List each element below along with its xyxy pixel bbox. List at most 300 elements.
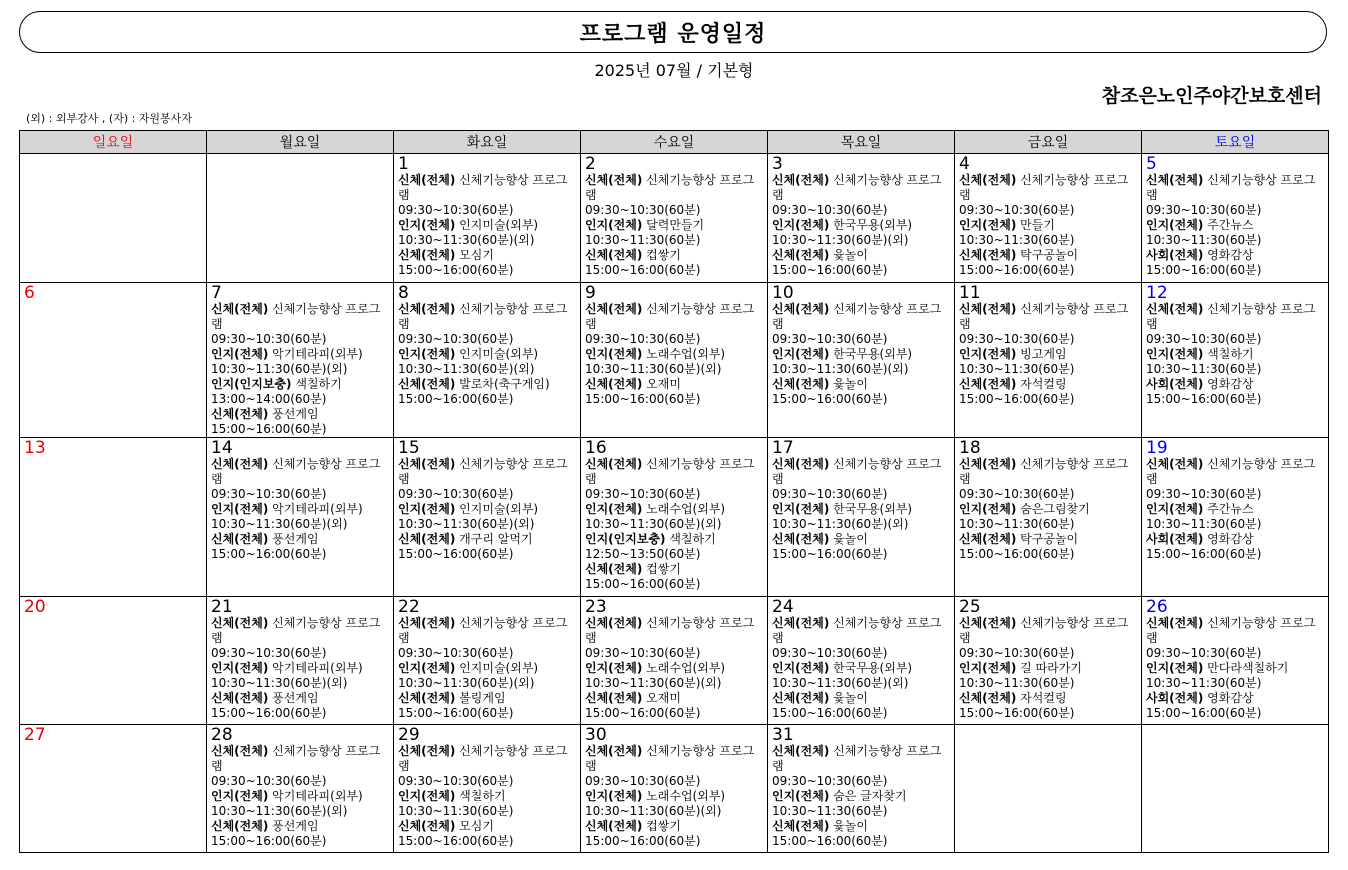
calendar-week-row — [20, 725, 1329, 853]
activity-category: 인지(전체) — [772, 502, 830, 516]
activity-category: 인지(전체) — [585, 502, 643, 516]
activity-name: 신체기능향상 프로그램 — [1146, 173, 1316, 202]
day-number: 20 — [24, 597, 46, 617]
activity-entry — [585, 173, 764, 203]
activity-time: 15:00~16:00(60분) — [1146, 706, 1262, 720]
activity-category: 신체(전체) — [772, 819, 830, 833]
day-number: 14 — [211, 438, 233, 458]
activity-entry — [772, 248, 951, 263]
activity-category: 인지(전체) — [772, 347, 830, 361]
activity-name: 영화감상 — [1207, 248, 1254, 262]
calendar-week-row — [20, 597, 1329, 725]
activity-time: 15:00~16:00(60분) — [585, 577, 701, 591]
activity-entry — [211, 661, 390, 676]
activity-name: 신체기능향상 프로그램 — [398, 744, 568, 773]
activity-category: 인지(전체) — [398, 347, 456, 361]
activity-name: 노래수업(외부) — [646, 661, 726, 675]
activity-time: 15:00~16:00(60분) — [1146, 392, 1262, 406]
activity-category: 신체(전체) — [211, 457, 269, 471]
activity-category: 신체(전체) — [959, 248, 1017, 262]
day-number: 22 — [398, 597, 420, 617]
activity-category: 인지(전체) — [398, 789, 456, 803]
weekday-header-tue: 화요일 — [394, 131, 581, 154]
activity-entry — [772, 302, 951, 332]
activity-category: 신체(전체) — [585, 248, 643, 262]
activity-time: 10:30~11:30(60분)(외) — [398, 362, 535, 376]
day-number: 23 — [585, 597, 607, 617]
day-number: 11 — [959, 283, 981, 303]
activity-entry — [211, 377, 390, 392]
activity-name: 윷놀이 — [833, 248, 868, 262]
activity-name: 개구리 알먹기 — [459, 532, 533, 546]
activity-category: 신체(전체) — [211, 744, 269, 758]
activity-name: 탁구공놀이 — [1020, 248, 1079, 262]
activity-time: 09:30~10:30(60분) — [959, 646, 1075, 660]
activity-category: 신체(전체) — [772, 691, 830, 705]
activity-entry — [398, 789, 577, 804]
activity-entry — [1146, 532, 1325, 547]
calendar-day-cell — [955, 154, 1142, 283]
activity-time: 09:30~10:30(60분) — [1146, 646, 1262, 660]
activity-category: 신체(전체) — [772, 616, 830, 630]
activity-entry — [772, 218, 951, 233]
activity-category: 신체(전체) — [1146, 457, 1204, 471]
activity-time: 15:00~16:00(60분) — [398, 706, 514, 720]
activity-time: 09:30~10:30(60분) — [585, 203, 701, 217]
day-number: 31 — [772, 725, 794, 745]
calendar-day-cell — [207, 725, 394, 853]
activity-time: 10:30~11:30(60분) — [585, 233, 701, 247]
activity-time: 15:00~16:00(60분) — [959, 263, 1075, 277]
calendar-day-cell — [394, 283, 581, 438]
activity-category: 신체(전체) — [772, 457, 830, 471]
activity-name: 발로차(축구게임) — [459, 377, 550, 391]
activity-name: 신체기능향상 프로그램 — [211, 744, 381, 773]
activity-entry — [398, 173, 577, 203]
activity-entry — [585, 562, 764, 577]
activity-category: 신체(전체) — [585, 744, 643, 758]
activity-category: 신체(전체) — [585, 616, 643, 630]
activity-category: 인지(전체) — [211, 661, 269, 675]
activity-time: 15:00~16:00(60분) — [398, 263, 514, 277]
activity-entry — [772, 347, 951, 362]
activity-name: 신체기능향상 프로그램 — [585, 744, 755, 773]
activity-name: 숨은그림찾기 — [1020, 502, 1090, 516]
activity-time: 15:00~16:00(60분) — [398, 834, 514, 848]
activity-category: 신체(전체) — [959, 173, 1017, 187]
activity-name: 한국무용(외부) — [833, 347, 913, 361]
activity-entry — [959, 532, 1138, 547]
activity-entry — [211, 744, 390, 774]
activity-entry — [398, 218, 577, 233]
activity-time: 09:30~10:30(60분) — [959, 203, 1075, 217]
activity-time: 09:30~10:30(60분) — [1146, 332, 1262, 346]
calendar-day-cell — [581, 438, 768, 597]
activity-entry — [585, 819, 764, 834]
activity-entry — [211, 457, 390, 487]
activity-entry — [959, 218, 1138, 233]
activity-name: 숨은 글자찾기 — [833, 789, 907, 803]
calendar-day-cell — [768, 154, 955, 283]
day-number: 6 — [24, 283, 35, 303]
activity-entry — [585, 457, 764, 487]
activity-entry — [585, 347, 764, 362]
activity-entry — [398, 457, 577, 487]
activity-time: 09:30~10:30(60분) — [772, 774, 888, 788]
activity-entry — [211, 347, 390, 362]
day-number: 27 — [24, 725, 46, 745]
title-frame — [19, 11, 1327, 53]
activity-category: 인지(전체) — [772, 218, 830, 232]
activity-time: 09:30~10:30(60분) — [211, 774, 327, 788]
activity-name: 인지미술(외부) — [459, 661, 539, 675]
calendar-day-cell — [207, 154, 394, 283]
calendar-day-cell — [955, 283, 1142, 438]
day-number: 1 — [398, 154, 409, 174]
activity-name: 신체기능향상 프로그램 — [398, 457, 568, 486]
activity-time: 10:30~11:30(60분) — [959, 233, 1075, 247]
activity-time: 15:00~16:00(60분) — [772, 392, 888, 406]
activity-category: 신체(전체) — [398, 302, 456, 316]
activity-time: 10:30~11:30(60분)(외) — [772, 517, 909, 531]
activity-name: 윷놀이 — [833, 691, 868, 705]
calendar-week-row — [20, 283, 1329, 438]
activity-entry — [772, 377, 951, 392]
activity-time: 10:30~11:30(60분)(외) — [211, 517, 348, 531]
activity-time: 10:30~11:30(60분) — [959, 676, 1075, 690]
activity-name: 신체기능향상 프로그램 — [211, 616, 381, 645]
activity-time: 10:30~11:30(60분)(외) — [585, 517, 722, 531]
calendar-week-row — [20, 154, 1329, 283]
activity-entry — [772, 532, 951, 547]
activity-category: 신체(전체) — [1146, 616, 1204, 630]
activity-category: 신체(전체) — [585, 173, 643, 187]
activity-time: 15:00~16:00(60분) — [398, 392, 514, 406]
activity-time: 09:30~10:30(60분) — [772, 203, 888, 217]
activity-time: 10:30~11:30(60분)(외) — [398, 233, 535, 247]
activity-entry — [959, 616, 1138, 646]
page-title: 프로그램 운영일정 — [579, 21, 767, 47]
activity-time: 09:30~10:30(60분) — [398, 203, 514, 217]
activity-name: 신체기능향상 프로그램 — [398, 302, 568, 331]
activity-name: 색칠하기 — [459, 789, 506, 803]
activity-entry — [398, 248, 577, 263]
activity-category: 인지(전체) — [398, 661, 456, 675]
activity-name: 신체기능향상 프로그램 — [398, 616, 568, 645]
activity-category: 인지(전체) — [959, 661, 1017, 675]
calendar-day-cell — [768, 597, 955, 725]
activity-time: 10:30~11:30(60분) — [772, 804, 888, 818]
day-number: 26 — [1146, 597, 1168, 617]
activity-category: 사회(전체) — [1146, 248, 1204, 262]
activity-time: 09:30~10:30(60분) — [398, 774, 514, 788]
activity-time: 09:30~10:30(60분) — [772, 646, 888, 660]
activity-time: 09:30~10:30(60분) — [585, 332, 701, 346]
activity-name: 한국무용(외부) — [833, 218, 913, 232]
activity-name: 노래수업(외부) — [646, 347, 726, 361]
activity-entry — [211, 616, 390, 646]
activity-category: 인지(전체) — [211, 789, 269, 803]
activity-entry — [585, 691, 764, 706]
activity-time: 10:30~11:30(60분)(외) — [211, 676, 348, 690]
calendar-day-cell — [20, 154, 207, 283]
activity-category: 인지(전체) — [398, 502, 456, 516]
activity-time: 10:30~11:30(60분)(외) — [772, 362, 909, 376]
activity-name: 만들기 — [1020, 218, 1055, 232]
activity-entry — [398, 502, 577, 517]
calendar-day-cell — [581, 725, 768, 853]
activity-name: 자석컬링 — [1020, 691, 1067, 705]
activity-category: 인지(전체) — [959, 502, 1017, 516]
activity-entry — [585, 377, 764, 392]
activity-time: 09:30~10:30(60분) — [398, 487, 514, 501]
activity-entry — [1146, 616, 1325, 646]
day-number: 7 — [211, 283, 222, 303]
activity-time: 15:00~16:00(60분) — [585, 706, 701, 720]
activity-name: 빙고게임 — [1020, 347, 1067, 361]
activity-category: 인지(전체) — [398, 218, 456, 232]
activity-entry — [585, 744, 764, 774]
activity-entry — [211, 789, 390, 804]
activity-entry — [772, 616, 951, 646]
activity-category: 신체(전체) — [959, 377, 1017, 391]
activity-name: 신체기능향상 프로그램 — [585, 616, 755, 645]
activity-category: 인지(전체) — [585, 661, 643, 675]
activity-category: 신체(전체) — [585, 377, 643, 391]
activity-category: 신체(전체) — [211, 819, 269, 833]
activity-category: 인지(전체) — [585, 789, 643, 803]
activity-category: 신체(전체) — [959, 532, 1017, 546]
activity-category: 인지(전체) — [959, 218, 1017, 232]
day-number: 25 — [959, 597, 981, 617]
activity-time: 10:30~11:30(60분)(외) — [211, 804, 348, 818]
activity-category: 신체(전체) — [772, 377, 830, 391]
activity-entry — [585, 218, 764, 233]
activity-category: 신체(전체) — [398, 457, 456, 471]
activity-name: 신체기능향상 프로그램 — [1146, 302, 1316, 331]
activity-entry — [211, 502, 390, 517]
weekday-header-wed: 수요일 — [581, 131, 768, 154]
activity-category: 신체(전체) — [585, 457, 643, 471]
activity-category: 신체(전체) — [772, 532, 830, 546]
activity-name: 주간뉴스 — [1207, 502, 1254, 516]
activity-name: 신체기능향상 프로그램 — [585, 302, 755, 331]
activity-category: 사회(전체) — [1146, 691, 1204, 705]
activity-time: 10:30~11:30(60분)(외) — [211, 362, 348, 376]
activity-time: 10:30~11:30(60분)(외) — [585, 676, 722, 690]
day-number: 18 — [959, 438, 981, 458]
activity-name: 윷놀이 — [833, 377, 868, 391]
activity-entry — [1146, 691, 1325, 706]
calendar-day-cell — [1142, 283, 1329, 438]
activity-entry — [211, 302, 390, 332]
activity-time: 09:30~10:30(60분) — [585, 774, 701, 788]
activity-time: 15:00~16:00(60분) — [772, 706, 888, 720]
activity-entry — [585, 502, 764, 517]
activity-name: 신체기능향상 프로그램 — [772, 744, 942, 773]
activity-time: 15:00~16:00(60분) — [585, 392, 701, 406]
activity-category: 인지(전체) — [1146, 502, 1204, 516]
activity-time: 09:30~10:30(60분) — [211, 487, 327, 501]
activity-entry — [585, 789, 764, 804]
activity-category: 사회(전체) — [1146, 377, 1204, 391]
activity-name: 신체기능향상 프로그램 — [959, 302, 1129, 331]
activity-name: 영화감상 — [1207, 532, 1254, 546]
activity-name: 신체기능향상 프로그램 — [959, 457, 1129, 486]
activity-entry — [772, 661, 951, 676]
activity-name: 컵쌓기 — [646, 562, 681, 576]
calendar-day-cell — [394, 725, 581, 853]
day-number: 10 — [772, 283, 794, 303]
activity-name: 신체기능향상 프로그램 — [1146, 457, 1316, 486]
calendar-day-cell — [955, 725, 1142, 853]
activity-name: 신체기능향상 프로그램 — [959, 173, 1129, 202]
activity-name: 윷놀이 — [833, 819, 868, 833]
activity-entry — [959, 302, 1138, 332]
activity-time: 15:00~16:00(60분) — [959, 547, 1075, 561]
activity-category: 인지(인지보충) — [211, 377, 292, 391]
activity-time: 09:30~10:30(60분) — [585, 487, 701, 501]
activity-name: 신체기능향상 프로그램 — [772, 616, 942, 645]
activity-category: 신체(전체) — [398, 377, 456, 391]
activity-entry — [585, 532, 764, 547]
activity-category: 인지(전체) — [1146, 347, 1204, 361]
day-number: 30 — [585, 725, 607, 745]
activity-entry — [398, 661, 577, 676]
activity-time: 10:30~11:30(60분)(외) — [585, 362, 722, 376]
activity-time: 15:00~16:00(60분) — [772, 834, 888, 848]
activity-time: 10:30~11:30(60분) — [1146, 517, 1262, 531]
activity-entry — [959, 173, 1138, 203]
activity-name: 주간뉴스 — [1207, 218, 1254, 232]
activity-entry — [772, 457, 951, 487]
activity-entry — [772, 691, 951, 706]
activity-entry — [398, 616, 577, 646]
activity-time: 10:30~11:30(60분)(외) — [585, 804, 722, 818]
activity-name: 신체기능향상 프로그램 — [959, 616, 1129, 645]
calendar-day-cell — [20, 283, 207, 438]
day-number: 17 — [772, 438, 794, 458]
activity-name: 풍선게임 — [272, 532, 319, 546]
calendar-day-cell — [207, 438, 394, 597]
activity-name: 신체기능향상 프로그램 — [772, 457, 942, 486]
activity-category: 신체(전체) — [398, 173, 456, 187]
day-number: 13 — [24, 438, 46, 458]
activity-name: 색칠하기 — [295, 377, 342, 391]
activity-category: 신체(전체) — [585, 562, 643, 576]
calendar-day-cell — [581, 597, 768, 725]
activity-time: 15:00~16:00(60분) — [211, 422, 327, 436]
activity-name: 만다라색칠하기 — [1207, 661, 1289, 675]
activity-entry — [1146, 218, 1325, 233]
activity-time: 15:00~16:00(60분) — [1146, 547, 1262, 561]
activity-time: 09:30~10:30(60분) — [1146, 487, 1262, 501]
activity-time: 09:30~10:30(60분) — [1146, 203, 1262, 217]
activity-time: 10:30~11:30(60분)(외) — [398, 676, 535, 690]
day-number: 9 — [585, 283, 596, 303]
activity-name: 신체기능향상 프로그램 — [1146, 616, 1316, 645]
activity-time: 15:00~16:00(60분) — [959, 706, 1075, 720]
activity-entry — [959, 347, 1138, 362]
calendar-day-cell — [581, 154, 768, 283]
weekday-header-sun: 일요일 — [20, 131, 207, 154]
activity-category: 인지(전체) — [959, 347, 1017, 361]
activity-category: 인지(전체) — [1146, 661, 1204, 675]
activity-entry — [398, 302, 577, 332]
activity-name: 신체기능향상 프로그램 — [585, 173, 755, 202]
activity-category: 인지(인지보충) — [585, 532, 666, 546]
weekday-header-mon: 월요일 — [207, 131, 394, 154]
activity-entry — [398, 744, 577, 774]
activity-entry — [959, 457, 1138, 487]
calendar-day-cell — [1142, 154, 1329, 283]
calendar-day-cell — [955, 597, 1142, 725]
activity-category: 신체(전체) — [585, 691, 643, 705]
calendar-day-cell — [394, 438, 581, 597]
activity-name: 악기테라피(외부) — [272, 502, 363, 516]
activity-name: 한국무용(외부) — [833, 661, 913, 675]
activity-time: 10:30~11:30(60분)(외) — [772, 233, 909, 247]
calendar-day-cell — [20, 597, 207, 725]
calendar-day-cell — [1142, 725, 1329, 853]
activity-category: 인지(전체) — [211, 347, 269, 361]
activity-time: 15:00~16:00(60분) — [398, 547, 514, 561]
activity-time: 15:00~16:00(60분) — [211, 706, 327, 720]
activity-entry — [1146, 661, 1325, 676]
activity-time: 12:50~13:50(60분) — [585, 547, 701, 561]
activity-time: 15:00~16:00(60분) — [772, 547, 888, 561]
activity-category: 신체(전체) — [772, 302, 830, 316]
activity-category: 인지(전체) — [772, 789, 830, 803]
activity-category: 신체(전체) — [959, 457, 1017, 471]
activity-category: 신체(전체) — [398, 248, 456, 262]
day-number: 8 — [398, 283, 409, 303]
activity-time: 09:30~10:30(60분) — [211, 646, 327, 660]
calendar-week-row — [20, 438, 1329, 597]
activity-name: 한국무용(외부) — [833, 502, 913, 516]
calendar-day-cell — [955, 438, 1142, 597]
activity-category: 인지(전체) — [772, 661, 830, 675]
day-number: 4 — [959, 154, 970, 174]
day-number: 24 — [772, 597, 794, 617]
calendar-day-cell — [1142, 438, 1329, 597]
activity-category: 신체(전체) — [398, 819, 456, 833]
activity-name: 신체기능향상 프로그램 — [398, 173, 568, 202]
activity-category: 신체(전체) — [398, 744, 456, 758]
activity-category: 신체(전체) — [211, 302, 269, 316]
activity-time: 15:00~16:00(60분) — [959, 392, 1075, 406]
activity-category: 신체(전체) — [1146, 302, 1204, 316]
activity-entry — [959, 377, 1138, 392]
activity-time: 15:00~16:00(60분) — [585, 834, 701, 848]
activity-name: 악기테라피(외부) — [272, 347, 363, 361]
activity-entry — [398, 691, 577, 706]
activity-entry — [959, 691, 1138, 706]
activity-entry — [772, 819, 951, 834]
activity-entry — [1146, 347, 1325, 362]
activity-time: 09:30~10:30(60분) — [959, 487, 1075, 501]
activity-name: 자석컬링 — [1020, 377, 1067, 391]
activity-entry — [1146, 377, 1325, 392]
activity-name: 인지미술(외부) — [459, 502, 539, 516]
activity-name: 악기테라피(외부) — [272, 789, 363, 803]
activity-name: 윷놀이 — [833, 532, 868, 546]
activity-entry — [211, 532, 390, 547]
activity-category: 신체(전체) — [398, 616, 456, 630]
calendar-day-cell — [1142, 597, 1329, 725]
activity-category: 신체(전체) — [1146, 173, 1204, 187]
activity-time: 09:30~10:30(60분) — [398, 332, 514, 346]
